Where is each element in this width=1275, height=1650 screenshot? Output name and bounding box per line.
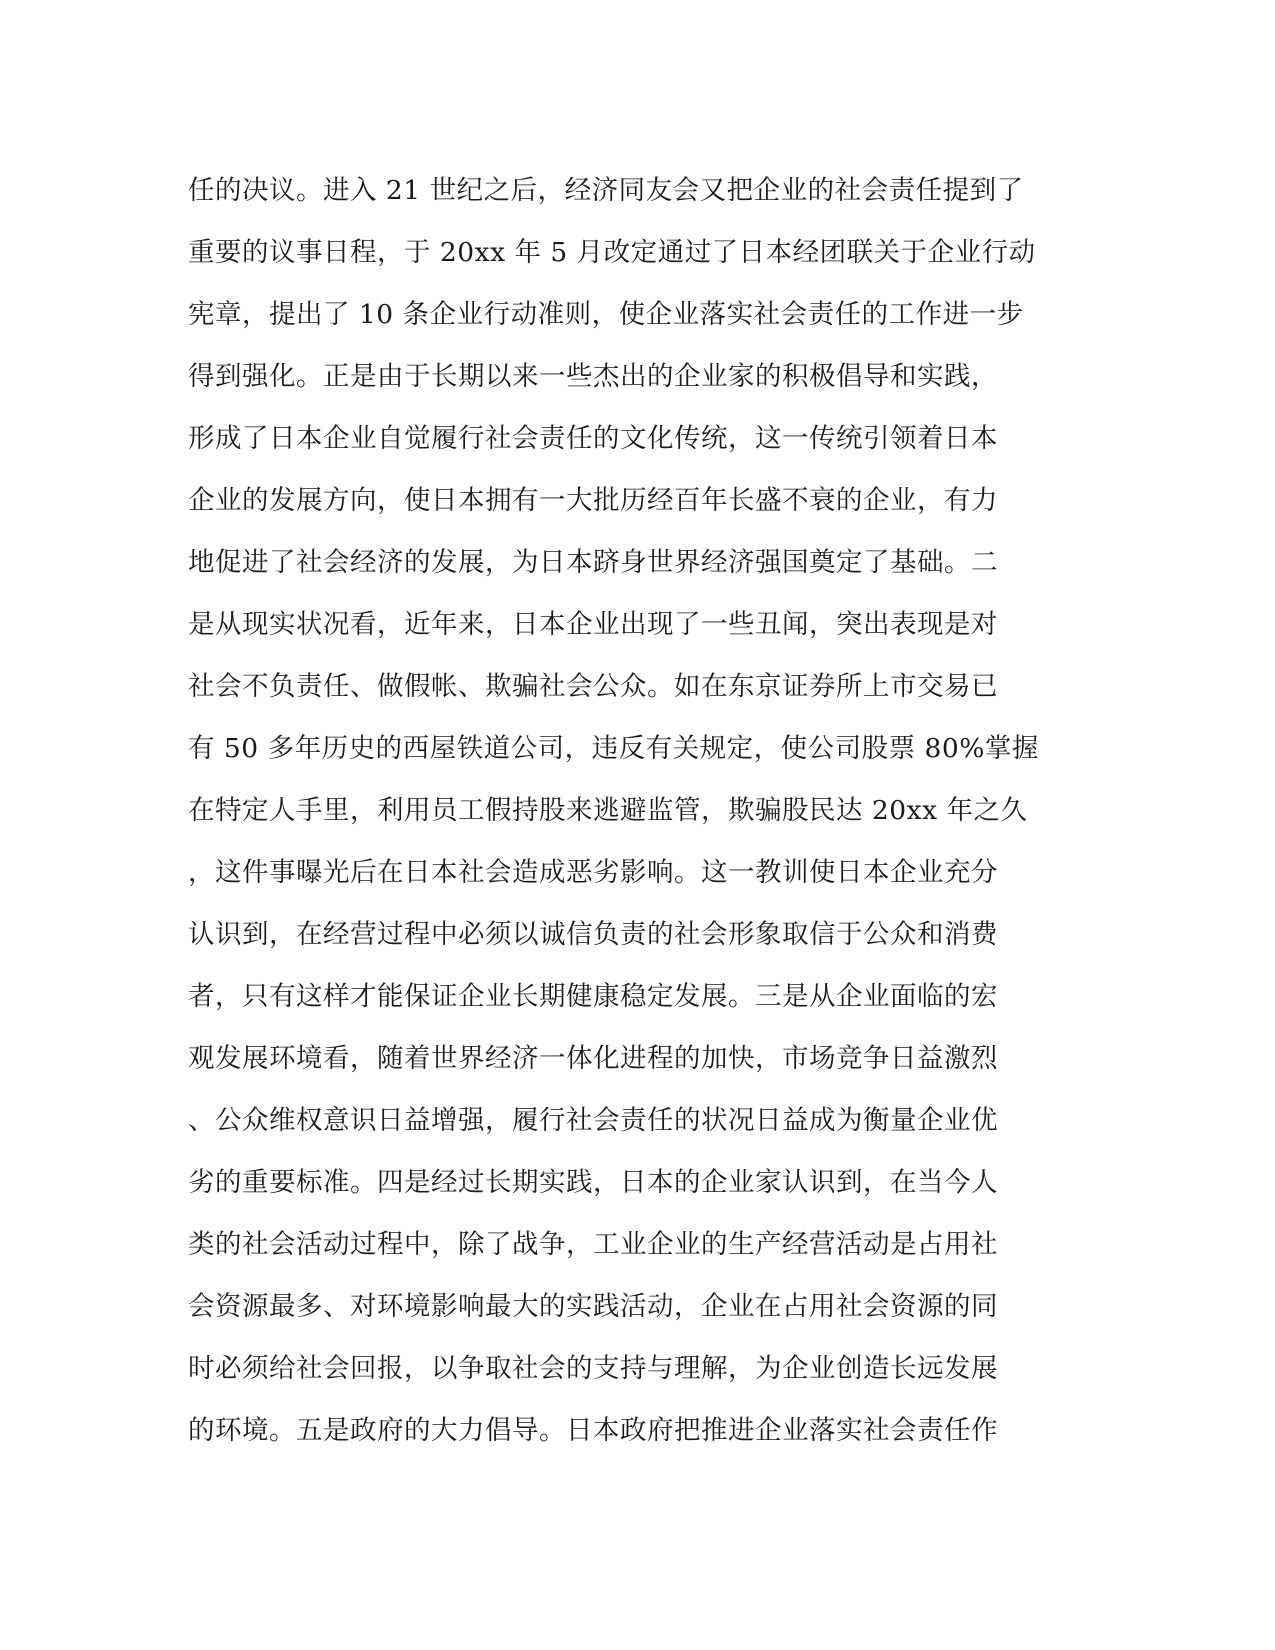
text-line: 得到强化。正是由于长期以来一些杰出的企业家的积极倡导和实践， (188, 361, 998, 392)
text-line: 在特定人手里，利用员工假持股来逃避监管，欺骗股民达 20xx 年之久 (188, 795, 1028, 826)
text-line: 的环境。五是政府的大力倡导。日本政府把推进企业落实社会责任作 (188, 1415, 998, 1446)
text-line: 形成了日本企业自觉履行社会责任的文化传统，这一传统引领着日本 (188, 423, 998, 454)
text-line: 、公众维权意识日益增强，履行社会责任的状况日益成为衡量企业优 (188, 1105, 998, 1136)
text-line: 观发展环境看，随着世界经济一体化进程的加快，市场竞争日益激烈 (188, 1043, 998, 1074)
text-line: 有 50 多年历史的西屋铁道公司，违反有关规定，使公司股票 80%掌握 (188, 733, 1039, 764)
text-line: 地促进了社会经济的发展，为日本跻身世界经济强国奠定了基础。二 (188, 547, 998, 578)
text-line: 时必须给社会回报，以争取社会的支持与理解，为企业创造长远发展 (188, 1353, 998, 1384)
text-line: 劣的重要标准。四是经过长期实践，日本的企业家认识到，在当今人 (188, 1167, 998, 1198)
text-line: 是从现实状况看，近年来，日本企业出现了一些丑闻，突出表现是对 (188, 609, 998, 640)
text-line: 者，只有这样才能保证企业长期健康稳定发展。三是从企业面临的宏 (188, 981, 998, 1012)
body-text (188, 160, 1088, 1462)
text-line: 重要的议事日程，于 20xx 年 5 月改定通过了日本经团联关于企业行动 (188, 237, 1036, 268)
text-line: 认识到，在经营过程中必须以诚信负责的社会形象取信于公众和消费 (188, 919, 998, 950)
text-line: 会资源最多、对环境影响最大的实践活动，企业在占用社会资源的同 (188, 1291, 998, 1322)
text-line: 任的决议。进入 21 世纪之后，经济同友会又把企业的社会责任提到了 (188, 175, 1024, 206)
text-line: 宪章，提出了 10 条企业行动准则，使企业落实社会责任的工作进一步 (188, 299, 1024, 330)
text-line: 类的社会活动过程中，除了战争，工业企业的生产经营活动是占用社 (188, 1229, 998, 1260)
text-line: ，这件事曝光后在日本社会造成恶劣影响。这一教训使日本企业充分 (188, 857, 998, 888)
text-line: 社会不负责任、做假帐、欺骗社会公众。如在东京证券所上市交易已 (188, 671, 998, 702)
text-line: 企业的发展方向，使日本拥有一大批历经百年长盛不衰的企业，有力 (188, 485, 998, 516)
